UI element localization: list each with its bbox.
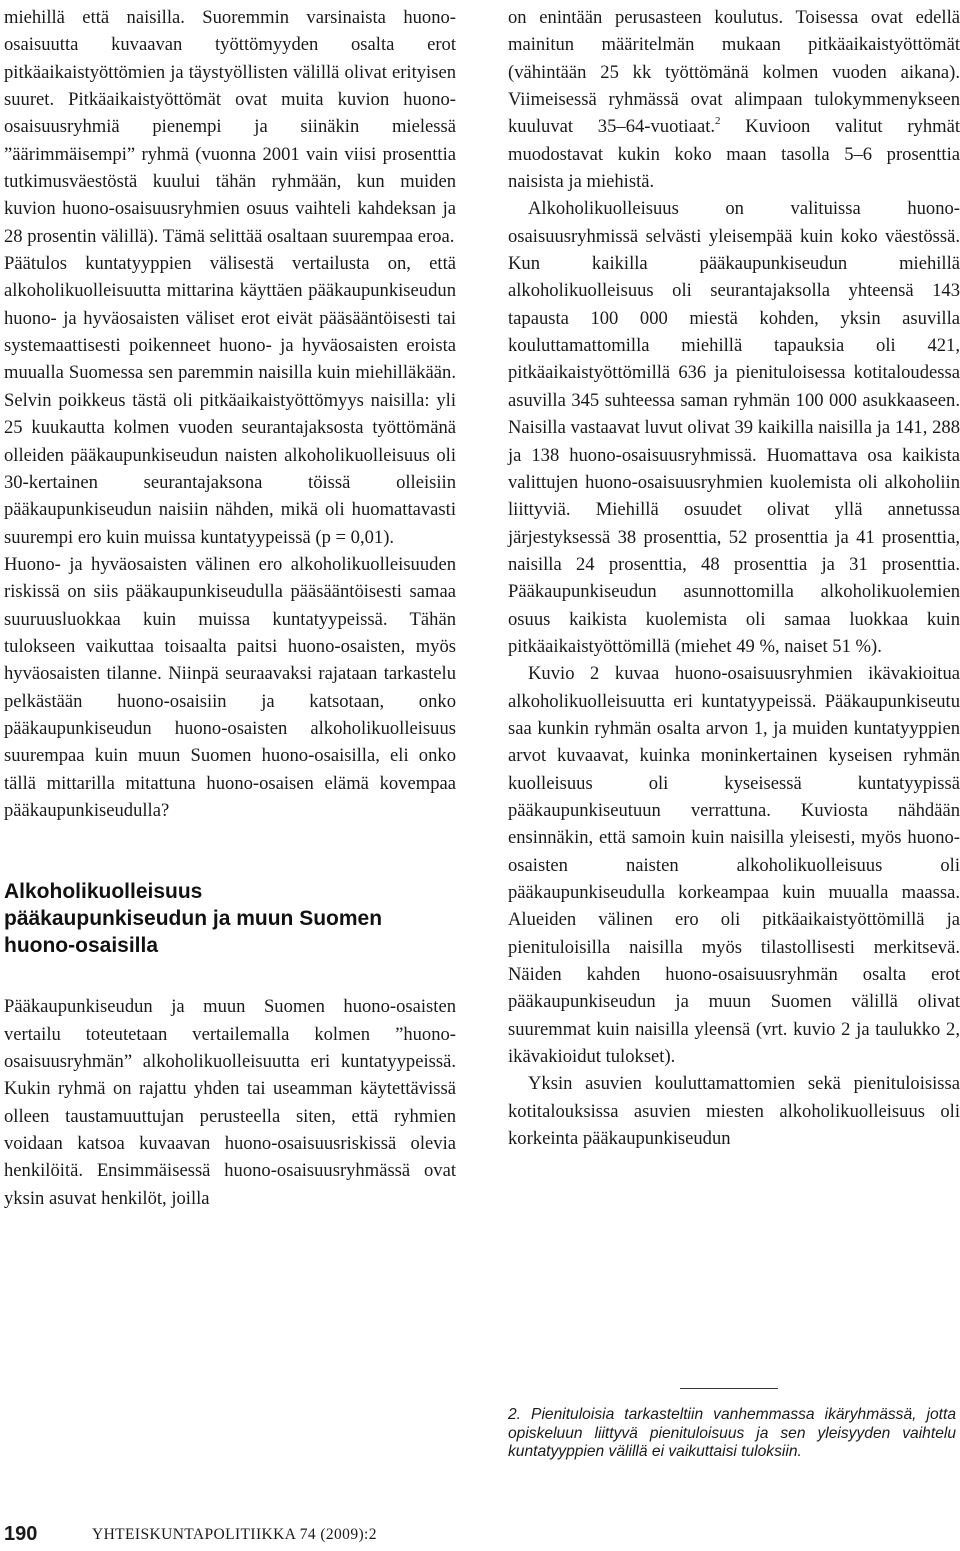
left-column bbox=[4, 4, 456, 1212]
footnote-text: 2. Pienituloisia tarkasteltiin vanhemmassa ikäryhmässä, jotta opiskeluun liittyvä pienituloisuus ja sen yleisyyden vaihtelu kuntatyyppien välillä ei vaikuttaisi tuloksiin. bbox=[508, 1406, 956, 1461]
footnote-marker: 2 bbox=[715, 115, 721, 128]
section-heading: Alkoholikuolleisuus pääkaupunkiseudun ja muun Suomen huono-osaisilla bbox=[4, 880, 383, 958]
left-paragraph-2: Päätulos kuntatyyppien välisestä vertailusta on, että alkoholikuolleisuutta mittarina käyttäen pääkaupunkiseudun huono- ja hyväosaisten väliset erot eivät pääsääntöisesti tai systemaattisesti poikenneet huono- ja hyväosaisten eroista muualla Suomessa sen paremmin naisilla kuin miehilläkään. Selvin poikkeus tästä oli pitkäaikaistyöttömyys naisilla: yli 25 kuukautta kolmen vuoden seurantajaksosta työttömänä olleiden pääkaupunkiseudun naisten alkoholikuolleisuus oli 30-kertainen seurantajaksona töissä olleisiin pääkaupunkiseudun naisiin nähden, mikä oli huomattavasti suurempi ero kuin muissa kuntatyypeissä (p = 0,01). bbox=[4, 253, 456, 548]
right-paragraph-1 bbox=[508, 4, 960, 195]
footnote-block bbox=[508, 1406, 956, 1462]
journal-title: YHTEISKUNTAPOLITIIKKA 74 (2009):2 bbox=[92, 1526, 377, 1543]
right-paragraph-1-text-a: on enintään perusasteen koulutus. Toisessa ovat edellä mainitun määritelmän mukaan pitkäaikaistyöttömät (vähintään 25 kk työttömänä kolmen vuoden aikana). Viimeisessä ryhmässä ovat alimpaan tulokymmenykseen kuuluvat 35–64-vuotiaat. bbox=[508, 7, 960, 138]
left-paragraph-3: Huono- ja hyväosaisten välinen ero alkoholikuolleisuuden riskissä on siis pääkaupunkiseudulla pääsääntöisesti samaa suuruusluokkaa kuin muissa kuntatyypeissä. Tähän tulokseen vaikuttaa toisaalta paitsi huono-osaisten, myös hyväosaisten tilanne. Niinpä seuraavaksi rajataan tarkastelu pelkästään huono-osaisiin ja katsotaan, onko pääkaupunkiseudun huono-osaisten alkoholikuolleisuus suurempaa kuin muun Suomen huono-osaisilla, eli onko tällä mittarilla mitattuna huono-osaisen elämä kovempaa pääkaupunkiseudulla? bbox=[4, 553, 456, 821]
page-number: 190 bbox=[4, 1523, 38, 1545]
right-paragraph-2: Alkoholikuolleisuus on valituissa huono-osaisuusryhmissä selvästi yleisempää kuin koko väestössä. Kun kaikilla pääkaupunkiseudun miehillä alkoholikuolleisuus oli seurantajaksolla yhteensä 143 tapausta 100 000 miestä kohden, yksin asuvilla kouluttamattomilla miehillä tapauksia oli 421, pitkäaikaistyöttömillä 636 ja pienituloisessa kotitaloudessa asuvilla 345 suhteessa saman ryhmän 100 000 asukkaaseen. Naisilla vastaavat luvut olivat 39 kaikilla naisilla ja 141, 288 ja 138 huono-osaisuusryhmissä. Huomattava osa kaikista valittujen huono-osaisuusryhmien kuolemista oli alkoholiin liittyviä. Miehillä osuudet olivat yllä annetussa järjestyksessä 38 prosenttia, 52 prosenttia ja 41 prosenttia, naisilla 24 prosenttia, 48 prosenttia ja 31 prosenttia. Pääkaupunkiseudun asunnottomilla alkoholikuolemien osuus kaikista kuolemista oli samaa luokkaa kuin pitkäaikaistyöttömillä (miehet 49 %, naiset 51 %). bbox=[508, 198, 960, 657]
right-paragraph-3: Kuvio 2 kuvaa huono-osaisuusryhmien ikävakioitua alkoholikuolleisuutta eri kuntatyypeissä. Pääkaupunkiseutu saa kunkin ryhmän osalta arvon 1, ja muiden kuntatyyppien arvot kuvaavat, kuinka moninkertainen kyseisen ryhmän kuolleisuus oli kyseisessä kuntatyypissä pääkaupunkiseutuun verrattuna. Kuviosta nähdään ensinnäkin, että samoin kuin naisilla yleisesti, myös huono-osaisten naisten alkoholikuolleisuus oli pääkaupunkiseudulla korkeampaa kuin muualla maassa. Alueiden välinen ero oli pitkäaikaistyöttömillä ja pienituloisilla naisilla myös tilastollisesti merkitsevä. Näiden kahden huono-osaisuusryhmän osalta erot pääkaupunkiseudun ja muun Suomen välillä olivat suuremmat kuin naisilla yleensä (vrt. kuvio 2 ja taulukko 2, ikävakioidut tulokset). bbox=[508, 663, 960, 1068]
left-paragraph-4: Pääkaupunkiseudun ja muun Suomen huono-osaisten vertailu toteutetaan vertailemalla kolmen ”huono-osaisuusryhmän” alkoholikuolleisuutta eri kuntatyypeissä. Kukin ryhmä on rajattu yhden tai useamman käytettävissä olleen taustamuuttujan perusteella siten, että ryhmien voidaan katsoa kuvaavan huono-osaisuusriskissä olevia henkilöitä. Ensimmäisessä huono-osaisuusryhmässä ovat yksin asuvat henkilöt, joilla bbox=[4, 996, 456, 1209]
right-column bbox=[508, 4, 960, 1152]
footnote-rule bbox=[680, 1388, 778, 1389]
left-paragraph-1: miehillä että naisilla. Suoremmin varsinaista huono-osaisuutta kuvaavan työttömyyden osalta erot pitkäaikaistyöttömien ja täystyöllisten välillä olivat erityisen suuret. Pitkäaikaistyöttömät ovat muita kuvion huono-osaisuusryhmiä pienempi ja siinäkin mielessä ”äärimmäisempi” ryhmä (vuonna 2001 vain viisi prosenttia tutkimusväestöstä kuului tähän ryhmään, kun muiden kuvion huono-osaisuusryhmien osuus vaihteli kahdeksan ja 28 prosentin välillä). Tämä selittää osaltaan suurempaa eroa. bbox=[4, 7, 456, 247]
right-paragraph-1-text-b: Kuvioon valitut ryhmät muodostavat kukin koko maan tasolla 5–6 prosenttia naisista ja miehistä. bbox=[508, 116, 960, 193]
right-paragraph-4: Yksin asuvien kouluttamattomien sekä pienituloisissa kotitalouksissa asuvien miesten alkoholikuolleisuus oli korkeinta pääkaupunkiseudun bbox=[508, 1073, 960, 1150]
